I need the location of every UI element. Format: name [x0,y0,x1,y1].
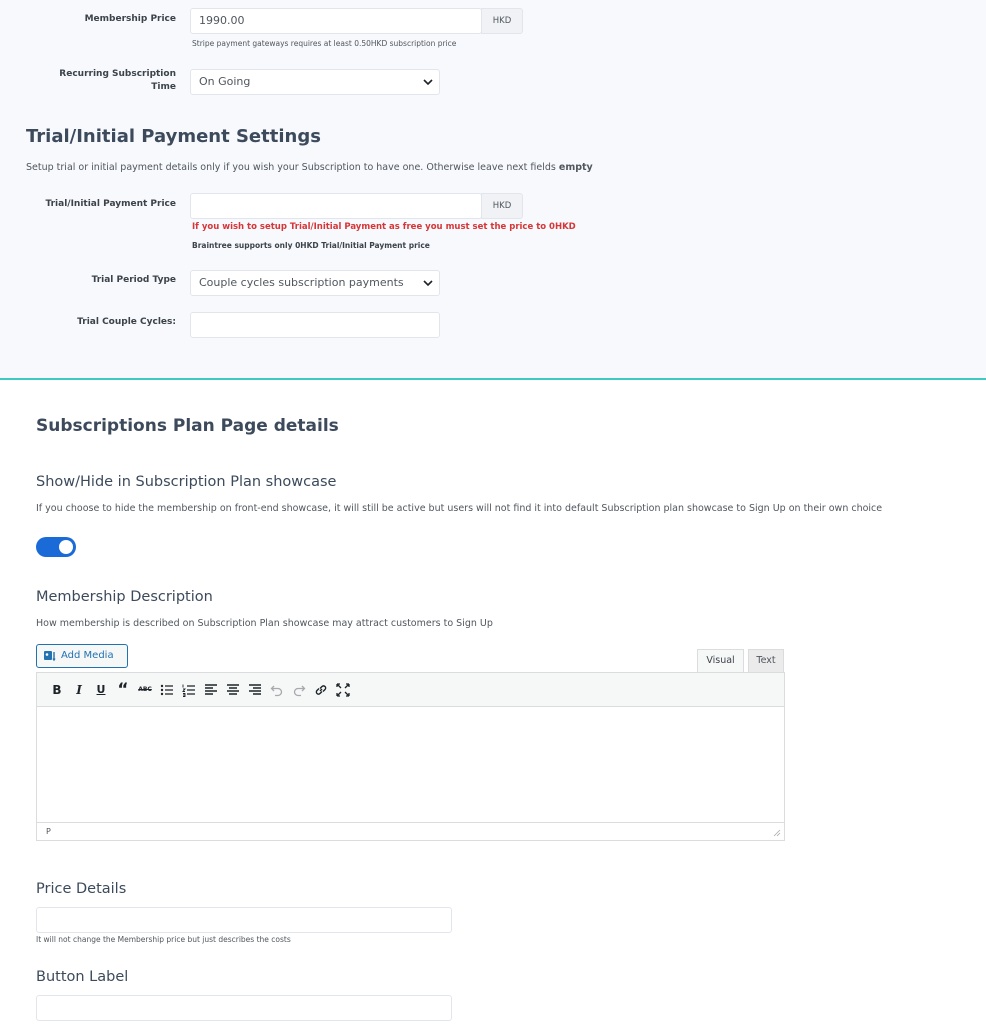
bullet-list-icon [160,683,174,697]
membership-description-heading: Membership Description [36,589,213,605]
toggle-knob [59,540,73,554]
strikethrough-button[interactable]: ABC [138,686,152,693]
tab-visual[interactable]: Visual [697,649,744,673]
link-icon [314,683,328,697]
trial-price-note: Braintree supports only 0HKD Trial/Initial Payment price [192,241,430,250]
trial-desc-text: Setup trial or initial payment details only if you wish your Subscription to have one. Otherwise leave next fields [26,162,556,173]
bullet-list-button[interactable] [156,679,178,701]
editor-path: P [46,827,51,836]
plan-page-heading: Subscriptions Plan Page details [36,416,339,436]
button-label-input[interactable] [36,995,452,1021]
trial-period-type-value: Couple cycles subscription payments [199,276,404,289]
add-media-label: Add Media [61,650,114,661]
italic-button[interactable]: I [76,682,82,697]
membership-price-hint: Stripe payment gateways requires at least 0.50HKD subscription price [192,39,457,48]
add-media-icon [43,649,57,663]
resize-grip-icon[interactable] [773,829,781,837]
showcase-toggle[interactable] [36,537,76,557]
align-center-icon [226,683,240,697]
editor-statusbar [37,822,784,840]
price-details-input[interactable] [36,907,452,933]
align-center-button[interactable] [222,679,244,701]
recurring-time-value: On Going [199,75,251,88]
bold-button[interactable]: B [52,682,62,697]
undo-button[interactable] [266,679,288,701]
fullscreen-icon [336,683,350,697]
align-left-button[interactable] [200,679,222,701]
editor-toolbar [37,673,784,707]
button-label-heading: Button Label [36,969,129,985]
trial-couple-cycles-label: Trial Couple Cycles: [77,317,176,327]
trial-couple-cycles-input[interactable] [190,312,440,338]
recurring-label-line2: Time [151,82,176,92]
chevron-down-icon [423,78,433,86]
recurring-label-line1: Recurring Subscription [59,69,176,79]
description-editor [36,672,785,841]
trial-price-currency: HKD [481,193,523,219]
blockquote-button[interactable]: “ [117,679,129,700]
align-right-button[interactable] [244,679,266,701]
trial-desc-bold: empty [558,162,593,173]
showcase-heading: Show/Hide in Subscription Plan showcase [36,474,337,490]
trial-price-warning: If you wish to setup Trial/Initial Payment as free you must set the price to 0HKD [192,222,576,232]
trial-period-type-label: Trial Period Type [91,275,176,285]
price-details-heading: Price Details [36,881,127,897]
price-details-hint: It will not change the Membership price but just describes the costs [36,935,291,944]
tab-text[interactable]: Text [748,649,784,673]
trial-price-input[interactable] [190,193,482,219]
numbered-list-icon [182,683,196,697]
membership-price-input[interactable]: 1990.00 [190,8,482,34]
membership-price-label: Membership Price [84,14,176,24]
trial-settings-heading: Trial/Initial Payment Settings [26,126,321,147]
align-right-icon [248,683,262,697]
underline-button[interactable]: U [96,683,106,696]
align-left-icon [204,683,218,697]
redo-icon [292,683,306,697]
redo-button[interactable] [288,679,310,701]
undo-icon [270,683,284,697]
chevron-down-icon [423,279,433,287]
showcase-description: If you choose to hide the membership on front-end showcase, it will still be active but users will not find it into default Subscription plan showcase to Sign Up on their own choice [36,503,883,514]
insert-link-button[interactable] [310,679,332,701]
add-media-button[interactable] [36,644,128,668]
membership-price-currency: HKD [481,8,523,34]
trial-settings-description [26,162,593,173]
trial-price-label: Trial/Initial Payment Price [45,199,176,209]
fullscreen-button[interactable] [332,679,354,701]
numbered-list-button[interactable] [178,679,200,701]
recurring-time-label [0,68,176,94]
membership-description-hint: How membership is described on Subscription Plan showcase may attract customers to Sign Up [36,618,493,629]
recurring-time-select[interactable] [190,69,440,95]
trial-period-type-select[interactable] [190,270,440,296]
